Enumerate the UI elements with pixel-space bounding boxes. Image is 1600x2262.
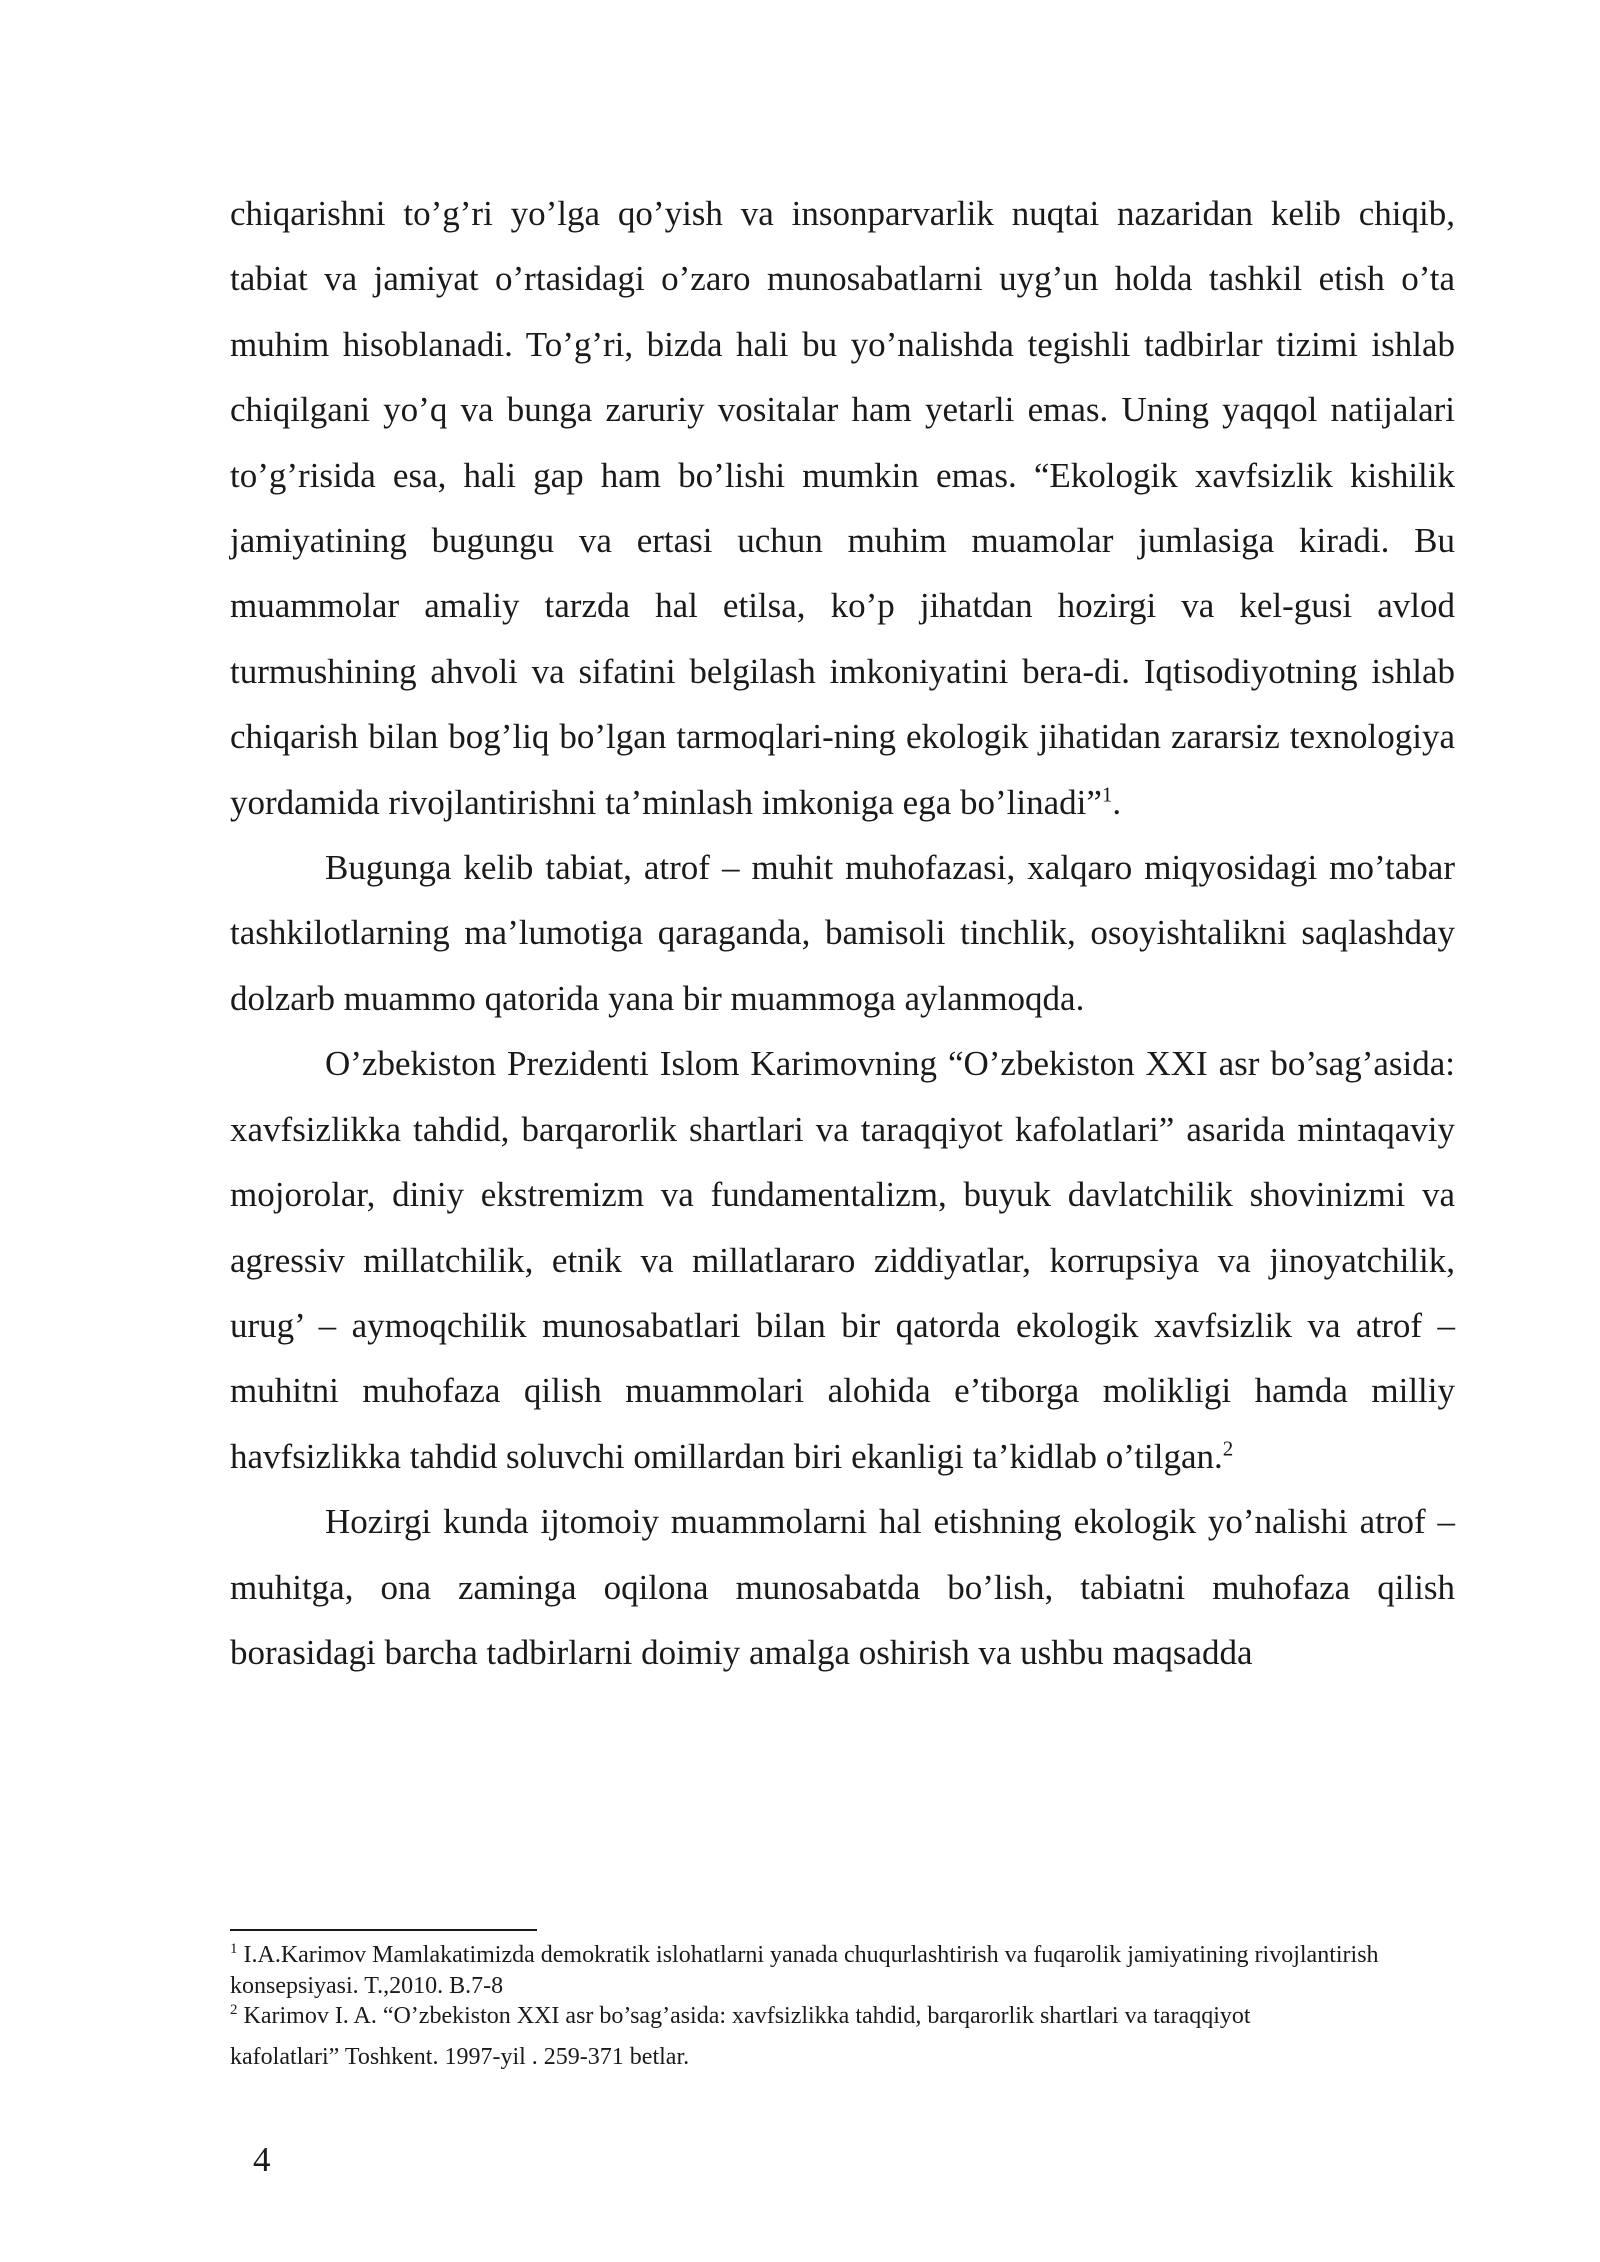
footnote-separator — [230, 1929, 537, 1931]
paragraph-1-end: . — [1112, 782, 1122, 822]
paragraph-3-text: O’zbekiston Prezidenti Islom Karimovning “O’zbekiston XXI asr bo’sag’asida: xavfsizlikka tahdid, barqarorlik shartlari va taraqqiyot kafolatlari” asarida mintaqaviy mojorolar, diniy ekstremizm va fundamentalizm, buyuk davlatchilik shovinizmi va agressiv millatchilik, etnik va millatlararo ziddiyatlar, korrupsiya va jinoyatchilik, urug’ – aymoqchilik munosabatlari bilan bir qatorda ekologik xavfsizlik va atrof – muhitni muhofaza qilish muammolari alohida e’tiborga molikligi hamda milliy havfsizlikka tahdid soluvchi omillardan biri ekanligi ta’kidlab o’tilgan. — [230, 1044, 1455, 1476]
footnote-1 — [230, 1940, 1455, 2001]
footnote-1-number: 1 — [230, 1941, 238, 1957]
footnote-1-text: I.A.Karimov Mamlakatimizda demokratik islohatlarni yanada chuqurlashtirish va fuqarolik jamiyatining rivojlantirish konsepsiyasi. T.,2010. B.7-8 — [230, 1942, 1379, 1999]
paragraph-3 — [230, 1031, 1455, 1489]
page-number: 4 — [253, 2140, 271, 2179]
footnote-2-text: Karimov I. A. “O’zbekiston XXI asr bo’sag’asida: xavfsizlikka tahdid, barqarorlik shartlari va taraqqiyot — [243, 2003, 1251, 2029]
paragraph-2-text: Bugunga kelib tabiat, atrof – muhit muhofazasi, xalqaro miqyosidagi mo’tabar tashkilotlarning ma’lumotiga qaraganda, bamisoli tinchlik, osoyishtalikni saqlashday dolzarb muammo qatorida yana bir muammoga aylanmoqda. — [230, 848, 1455, 1018]
paragraph-4 — [230, 1489, 1455, 1685]
paragraph-4-text: Hozirgi kunda ijtomoiy muammolarni hal etishning ekologik yo’nalishi atrof – muhitga, ona zaminga oqilona munosabatda bo’lish, tabiatni muhofaza qilish borasidagi barcha tadbirlarni doimiy amalga oshirish va ushbu maqsadda — [230, 1502, 1455, 1672]
paragraph-1 — [230, 181, 1455, 835]
footnote-2-continuation: kafolatlari” Toshkent. 1997-yil . 259-371 betlar. — [230, 2043, 690, 2070]
footnote-ref-2[interactable]: 2 — [1222, 1436, 1234, 1461]
footnote-2-number: 2 — [230, 2002, 238, 2018]
body-text — [230, 181, 1455, 1685]
paragraph-2 — [230, 835, 1455, 1031]
footnote-2 — [230, 2001, 1455, 2072]
footnote-ref-1[interactable]: 1 — [1101, 782, 1113, 806]
paragraph-1-text: chiqarishni to’g’ri yo’lga qo’yish va insonparvarlik nuqtai nazaridan kelib chiqib, tabiat va jamiyat o’rtasidagi o’zaro munosabatlarni uyg’un holda tashkil etish o’ta muhim hisoblanadi. To’g’ri, bizda hali bu yo’nalishda tegishli tadbirlar tizimi ishlab chiqilgani yo’q va bunga zaruriy vositalar ham yetarli emas. Uning yaqqol natijalari to’g’risida esa, hali gap ham bo’lishi mumkin emas. “Ekologik xavfsizlik kishilik jamiyatining bugungu va ertasi uchun muhim muamolar jumlasiga kiradi. Bu muammolar amaliy tarzda hal etilsa, ko’p jihatdan hozirgi va kel-gusi avlod turmushining ahvoli va sifatini belgilash imkoniyatini bera-di. Iqtisodiyotning ishlab chiqarish bilan bog’liq bo’lgan tarmoqlari-ning ekologik jihatidan zararsiz texnologiya yordamida rivojlantirishni ta’minlash imkoniga ega bo’linadi” — [230, 194, 1455, 822]
footnotes — [230, 1940, 1455, 2072]
